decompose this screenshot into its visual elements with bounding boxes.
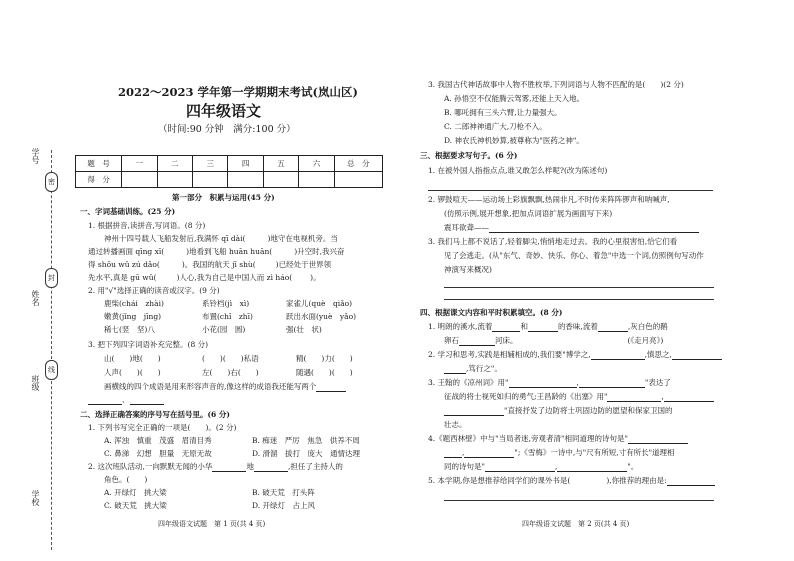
sec4-q3-cont2: "直接抒发了边防将士巩固边防的愿望和保家卫国的 — [444, 406, 672, 416]
sec4-q4: 4.《题西林壁》中与"当局者迷,旁观者清"相同道理的诗句是" — [428, 434, 688, 444]
sec1-q1: 1. 根据拼音,读拼音,写词语。(8 分) — [88, 221, 206, 230]
exam-title: 2022～2023 学年第一学期期末考试(岚山区) — [118, 85, 358, 99]
sec4-q3-end: 壮志。 — [444, 420, 467, 429]
score-table — [75, 155, 383, 188]
name-label: 姓名 — [31, 290, 40, 306]
choice-option[interactable]: A. 孙悟空不仅能腾云驾雾,还能上天入地。 — [444, 94, 585, 103]
subject-title: 四年级语文 — [186, 102, 262, 120]
part1-title: 第一部分 积累与运用(45 分) — [172, 193, 275, 202]
q2-option[interactable]: 稀七(竖 坚)八 — [104, 325, 155, 334]
sec3-title: 三、根据要求写句子。(6 分) — [420, 151, 518, 160]
sec1-q2: 2. 用"√"选择正确的读音或汉字。(9 分) — [88, 286, 220, 295]
sec4-q4-cont: , ";《雪梅》一诗中,与"尺有所短,寸有所长"道理相 — [444, 448, 675, 458]
sec4-q2: 2. 学习和思考,实践是相辅相成的,我们要"博学之, ,慎思之, — [428, 350, 722, 360]
idiom-blank[interactable]: 精( )力( ) — [296, 354, 353, 363]
answer-line[interactable] — [444, 299, 714, 300]
score-row-label: 得 分 — [76, 172, 122, 188]
sec4-title: 四、根据课文内容和平时积累填空。(8 分) — [420, 308, 563, 317]
sec4-q4-cont2: 同的诗句是" , "。 — [444, 462, 639, 471]
sec4-q3: 3. 王翰的《凉州词》用" , "表达了 — [428, 378, 671, 387]
score-header-cell: 一 — [122, 156, 157, 172]
sec3-q2-instruction: (仿照示例,展开想象,把加点词语扩展为画面写下来) — [444, 209, 613, 218]
score-header-cell: 五 — [263, 156, 298, 172]
sec1-q1-line4: 先水平,真是 gū wǔ( )人心,我为自己是中国人而 zì háo( )。 — [88, 273, 321, 282]
student-id-label: 学号 — [31, 148, 40, 164]
idiom-blank[interactable]: 随遇( )( ) — [296, 368, 353, 377]
score-cell[interactable] — [299, 172, 334, 188]
seal-oval-feng: 封 — [45, 268, 58, 288]
choice-option[interactable]: C. 破天荒 挑大梁 — [104, 501, 167, 510]
sec1-q1-line1: 神州十四号载人飞船发射后,我满怀 qī dài( )地守在电视机旁。当 — [104, 234, 338, 243]
sec1-q3-end[interactable]: 、 — [88, 395, 164, 405]
sec1-q1-line2: 通过转播画面 qīng xī( )地看到飞船 huān huān( )升空时,我兴奋 — [88, 247, 345, 256]
score-cell[interactable] — [122, 172, 157, 188]
sec1-q3: 3. 把下列四字词语补充完整。(8 分) — [88, 340, 209, 349]
q2-option[interactable]: 系铃档(jì xì) — [202, 299, 250, 308]
sec3-q3: 3. 我们马上都不说话了,轻着脚尖,悄悄地走过去。我的心里很害怕,恰它们看 — [428, 237, 678, 246]
score-cell[interactable] — [228, 172, 263, 188]
sec4-q1: 1. 明朗的溪水,流着 和 的香味,流着 ,灰白色的鹅 — [428, 322, 668, 331]
score-header-cell: 三 — [193, 156, 228, 172]
score-cell[interactable] — [193, 172, 228, 188]
choice-option[interactable]: B. 破天荒 打头阵 — [252, 488, 315, 497]
score-header-cell: 四 — [228, 156, 263, 172]
idiom-blank[interactable]: 左( )右( ) — [202, 368, 259, 377]
score-header-cell: 总 分 — [334, 156, 382, 172]
sec3-q2-prompt: 震耳欲聋—— — [444, 223, 699, 233]
score-header-cell: 六 — [299, 156, 334, 172]
choice-option[interactable]: C. 鼻涕 幻想 胆量 无原无故 — [104, 449, 212, 458]
sec4-q5: 5. 本学期,你是想推荐给同学们的课外书是( ),你推荐的理由是: — [428, 476, 715, 486]
idiom-blank[interactable]: 山( )地( ) — [104, 354, 161, 363]
score-cell[interactable] — [157, 172, 192, 188]
score-cell[interactable] — [263, 172, 298, 188]
q2-option[interactable]: 布置(chǐ zhī) — [202, 312, 253, 321]
class-label: 班级 — [31, 375, 40, 391]
choice-option[interactable]: D. 滑溜 拔打 庞大 通情达理 — [252, 449, 361, 458]
choice-option[interactable]: C. 二郎神神通广大,刀枪不入。 — [444, 122, 547, 131]
score-header-cell: 二 — [157, 156, 192, 172]
answer-line[interactable] — [444, 500, 714, 501]
sec2-q2: 2. 这次班队活动,一向默默无闻的小华 地 ,担任了主持人的 — [88, 462, 343, 471]
sec2-q2-cont: 角色。( ) — [104, 475, 148, 484]
q2-option[interactable]: 家雀儿(què qiǎo) — [286, 299, 353, 308]
q2-option[interactable]: 小花(园 圆) — [202, 325, 246, 334]
sec3-q1: 1. 在被外国人指指点点,谁又敢怎么样呢?(改为陈述句) — [428, 166, 608, 175]
sec1-title: 一、字词基础训练。(25 分) — [80, 207, 176, 216]
binding-line — [51, 150, 52, 550]
sec2-title: 二、选择正确答案的序号写在括号里。(6 分) — [80, 410, 230, 419]
choice-option[interactable]: B. 痴迷 严厉 焦急 供养不周 — [252, 436, 360, 445]
choice-option[interactable]: D. 开绿灯 占上风 — [252, 501, 316, 510]
sec3-q3-cont2: 神演写来概况) — [444, 265, 492, 274]
choice-option[interactable]: D. 神农氏神机妙算,被尊称为"医药之神"。 — [444, 136, 584, 145]
idiom-blank[interactable]: 人声( )( ) — [104, 368, 161, 377]
school-label: 学校 — [31, 490, 40, 506]
choice-option[interactable]: A. 浑浊 慎重 茂盛 眉清目秀 — [104, 436, 212, 445]
idiom-blank[interactable]: ( )( )私语 — [202, 354, 259, 363]
sec4-q1-cont: 卵石 河床。 (《走月亮》) — [444, 336, 664, 345]
seal-oval-xian: 线 — [45, 360, 58, 380]
sec2-q1: 1. 下列书写完全正确的一项是( )。(2 分) — [88, 423, 237, 432]
q2-option[interactable]: 强(壮 状) — [286, 325, 322, 334]
sec4-q3-cont: 征战的将士视死如归的勇气;王昌龄的《出塞》用" , — [444, 392, 714, 402]
sec2-q3: 3. 我国古代神话故事中人物不胜枚举,下列词语与人物不匹配的是( )(2 分) — [428, 80, 684, 89]
score-cell[interactable] — [334, 172, 382, 188]
sec1-q1-line3: 得 shǒu wǔ zú dǎo( )。我国的航天 jī shù( )已经处于世界领 — [88, 260, 332, 269]
footer-left: 四年级语文试题 第 1 页(共 4 页) — [158, 520, 266, 528]
q2-option[interactable]: 跃出水面(yuè yǎo) — [286, 312, 357, 321]
sec3-q3-cont: 见了会逃走。(从"东气、奇妙、快乐、你心、着急"中选一个词,仿照例句写动作 — [444, 251, 704, 260]
footer-right: 四年级语文试题 第 2 页(共 4 页) — [522, 520, 630, 528]
sec4-q2-cont: ,笃行之"。 — [444, 364, 502, 374]
answer-line[interactable] — [428, 190, 713, 191]
q2-option[interactable]: 嫩黄(jǐng jīng) — [104, 312, 162, 321]
sec1-q3-note: 画横线的四个成语是用来形容声音的,像这样的成语我还能写两个 — [104, 382, 346, 392]
choice-option[interactable]: B. 哪吒拥有三头六臂,让力量强大。 — [444, 108, 562, 117]
answer-line[interactable] — [444, 287, 714, 288]
sec3-q2: 2. 锣鼓喧天——运动场上彩旗飘飘,热闹非凡,不时传来阵阵锣声和呐喊声, — [428, 195, 670, 204]
exam-meta: （时间:90 分钟 满分:100 分） — [158, 124, 296, 135]
q2-option[interactable]: 鹿柴(chái zhài) — [104, 299, 164, 308]
seal-oval-mi: 密 — [45, 172, 58, 192]
score-header-cell: 题 号 — [76, 156, 122, 172]
choice-option[interactable]: A. 开绿灯 挑大梁 — [104, 488, 167, 497]
